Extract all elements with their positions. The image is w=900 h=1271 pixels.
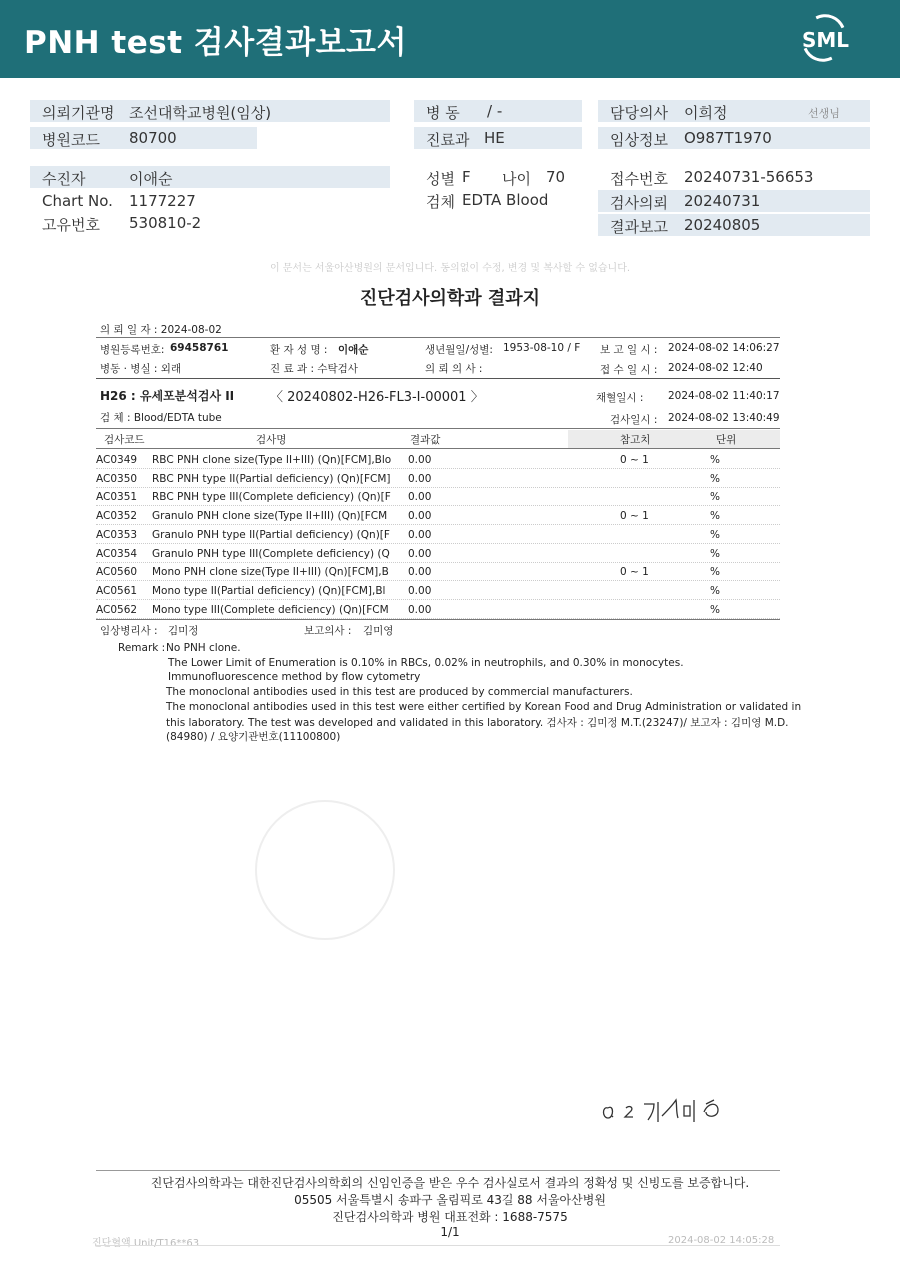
unique-no-field xyxy=(30,212,390,234)
ward-value: / - xyxy=(487,102,503,120)
unit-cell: % xyxy=(710,472,720,485)
patient-value: 이애순 xyxy=(129,170,173,188)
remark-line: (84980) / 요양기관번호(11100800) xyxy=(166,731,341,743)
remark-line: The monoclonal antibodies used in this test were either certified by Korean Food and Drug Administration or validated in xyxy=(166,701,802,713)
unit-cell: % xyxy=(710,528,720,541)
dob-value: 1953-08-10 / F xyxy=(503,342,581,354)
hospital-code-label: 병원코드 xyxy=(42,131,100,149)
requester-label: 의 뢰 의 사 : xyxy=(425,363,483,375)
table-row xyxy=(96,488,780,506)
hospital-code-value: 80700 xyxy=(129,129,177,147)
remark-line: The Lower Limit of Enumeration is 0.10% in RBCs, 0.02% in neutrophils, and 0.30% in monocytes. xyxy=(168,657,684,669)
patient-label: 수진자 xyxy=(42,170,86,188)
footer-timestamp: 2024-08-02 14:05:28 xyxy=(668,1235,775,1246)
age-label: 나이 xyxy=(502,170,531,188)
table-row xyxy=(96,563,780,581)
table-row xyxy=(96,526,780,544)
test-code-cell: AC0354 xyxy=(96,547,138,560)
collect-time-value: 2024-08-02 11:40:17 xyxy=(668,390,780,402)
header-ref: 참고치 xyxy=(620,434,651,446)
reference-header-bg xyxy=(568,430,780,448)
report-time-label: 보 고 일 시 : xyxy=(600,344,658,356)
unit-cell: % xyxy=(710,547,720,560)
receipt-time-value: 2024-08-02 12:40 xyxy=(668,362,763,374)
result-cell: 0.00 xyxy=(408,472,432,485)
header-result: 결과값 xyxy=(410,434,441,446)
test-id: 〈 20240802-H26-FL3-I-00001 〉 xyxy=(270,390,484,405)
table-row xyxy=(96,451,780,469)
table-row xyxy=(96,507,780,525)
remark-line: this laboratory. The test was developed and validated in this laboratory. 검사자 : 김미정 M.T.(23247)/ 보고자 : 김미영 M.D. xyxy=(166,717,789,729)
footer-unit-code: 진단혈액 Unit/T16**63 xyxy=(92,1238,200,1249)
remark-line: No PNH clone. xyxy=(166,642,241,654)
logo-text: SML xyxy=(802,28,850,52)
test-time-label: 검사일시 : xyxy=(610,414,658,426)
handwritten-signature xyxy=(600,1090,740,1130)
test-code-cell: AC0353 xyxy=(96,528,138,541)
test-code-cell: AC0350 xyxy=(96,472,138,485)
test-code-cell: AC0560 xyxy=(96,566,138,579)
reporter-name: 김미영 xyxy=(363,625,394,637)
chart-no-value: 1177227 xyxy=(129,192,196,210)
result-cell: 0.00 xyxy=(408,547,432,560)
test-name: H26 : 유세포분석검사 II xyxy=(100,389,235,403)
specimen-field xyxy=(414,189,594,211)
divider xyxy=(96,337,780,338)
remark-label: Remark : xyxy=(118,642,166,654)
test-code-cell: AC0352 xyxy=(96,510,138,523)
test-name-cell: Granulo PNH clone size(Type II+III) (Qn)[FCM xyxy=(152,510,388,523)
chart-no-field xyxy=(30,190,390,212)
request-date-value: 20240731 xyxy=(684,192,761,210)
doctor-suffix: 선생님 xyxy=(808,107,840,120)
reference-cell: 0 ~ 1 xyxy=(620,454,649,466)
table-row xyxy=(96,582,780,600)
table-row xyxy=(96,601,780,619)
divider xyxy=(96,619,780,620)
table-row xyxy=(96,470,780,488)
specimen-line: 검 체 : Blood/EDTA tube xyxy=(100,412,222,424)
test-code-cell: AC0562 xyxy=(96,603,138,616)
result-cell: 0.00 xyxy=(408,528,432,541)
header-name: 검사명 xyxy=(256,434,287,446)
footer-bottom-divider xyxy=(96,1245,780,1246)
document-title: 진단검사의학과 결과지 xyxy=(359,288,541,309)
test-code-cell: AC0349 xyxy=(96,454,138,466)
patient-name-label: 환 자 성 명 : xyxy=(270,344,328,356)
report-date-label: 결과보고 xyxy=(610,218,668,236)
clinical-info-field xyxy=(598,127,870,149)
dept-field xyxy=(414,127,582,149)
test-code-cell: AC0351 xyxy=(96,491,138,504)
unit-cell: % xyxy=(710,566,720,579)
footer-page-number: 1/1 xyxy=(440,1225,460,1239)
footer-address: 05505 서울특별시 송파구 올림픽로 43길 88 서울아산병원 xyxy=(294,1193,606,1207)
pathologist-name: 김미정 xyxy=(168,625,199,637)
ward-label: 병 동 xyxy=(426,104,460,122)
reference-cell: 0 ~ 1 xyxy=(620,510,649,523)
hospital-field xyxy=(30,100,390,122)
sex-age-field xyxy=(414,166,594,188)
clinical-info-label: 임상정보 xyxy=(610,131,668,149)
unit-cell: % xyxy=(710,491,720,504)
hospital-value: 조선대학교병원(임상) xyxy=(129,104,272,122)
result-cell: 0.00 xyxy=(408,510,432,523)
test-time-value: 2024-08-02 13:40:49 xyxy=(668,412,780,424)
hospital-label: 의뢰기관명 xyxy=(42,104,115,122)
receipt-no-label: 접수번호 xyxy=(610,170,668,188)
doctor-field xyxy=(598,100,870,122)
test-name-cell: Mono PNH clone size(Type II+III) (Qn)[FCM],B xyxy=(152,566,389,579)
test-name-cell: Mono type III(Complete deficiency) (Qn)[FCM xyxy=(152,603,389,616)
unique-no-label: 고유번호 xyxy=(42,216,100,234)
sml-logo xyxy=(796,12,854,66)
dept-label: 진료과 xyxy=(426,131,470,149)
report-date-field xyxy=(598,214,870,236)
table-row xyxy=(96,545,780,563)
divider xyxy=(96,378,780,379)
specimen-value: EDTA Blood xyxy=(462,191,549,209)
department: 진 료 과 : 수탁검사 xyxy=(270,363,358,375)
reference-cell: 0 ~ 1 xyxy=(620,566,649,579)
result-cell: 0.00 xyxy=(408,603,432,616)
footer-contact: 진단검사의학과 병원 대표전화 : 1688-7575 xyxy=(332,1210,568,1224)
copy-notice: 이 문서는 서울아산병원의 문서입니다. 동의없이 수정, 변경 및 복사할 수 없습니다. xyxy=(269,263,631,274)
result-cell: 0.00 xyxy=(408,491,432,504)
hospital-seal-watermark-icon xyxy=(255,800,395,940)
test-code-cell: AC0561 xyxy=(96,584,138,597)
ward-field xyxy=(414,100,582,122)
sex-value: F xyxy=(462,168,471,186)
header-code: 검사코드 xyxy=(104,434,145,446)
specimen-label: 검체 xyxy=(426,193,455,211)
test-name-cell: Granulo PNH type III(Complete deficiency) (Q xyxy=(152,547,390,560)
request-date-label: 검사의뢰 xyxy=(610,194,668,212)
patient-name-value: 이애순 xyxy=(338,344,369,356)
patient-field xyxy=(30,166,390,188)
clinical-info-value: O987T1970 xyxy=(684,129,772,147)
report-date-value: 20240805 xyxy=(684,216,761,234)
ward-room: 병동 · 병실 : 외래 xyxy=(100,363,182,375)
test-name-cell: RBC PNH type II(Partial deficiency) (Qn)[FCM] xyxy=(152,472,391,485)
dept-value: HE xyxy=(484,129,505,147)
reg-no-label: 병원등록번호: xyxy=(100,344,165,356)
collect-time-label: 채혈일시 : xyxy=(596,392,644,404)
report-time-value: 2024-08-02 14:06:27 xyxy=(668,342,780,354)
footer-divider xyxy=(96,1170,780,1171)
receipt-no-field xyxy=(598,166,870,188)
unit-cell: % xyxy=(710,584,720,597)
result-cell: 0.00 xyxy=(408,566,432,579)
request-day: 의 뢰 일 자 : 2024-08-02 xyxy=(100,324,222,336)
divider xyxy=(96,448,780,449)
doctor-value: 이희정 xyxy=(684,104,728,122)
dob-label: 생년월일/성별: xyxy=(425,344,493,356)
remark-line: Immunofluorescence method by flow cytometry xyxy=(168,671,421,683)
sex-label: 성별 xyxy=(426,170,455,188)
chart-no-label: Chart No. xyxy=(42,192,113,210)
hospital-code-field xyxy=(30,127,257,149)
test-name-cell: Granulo PNH type II(Partial deficiency) (Qn)[F xyxy=(152,528,390,541)
unit-cell: % xyxy=(710,510,720,523)
report-header xyxy=(0,0,900,78)
divider xyxy=(96,428,780,429)
request-date-field xyxy=(598,190,870,212)
doctor-label: 담당의사 xyxy=(610,104,668,122)
result-cell: 0.00 xyxy=(408,454,432,466)
report-title: PNH test 검사결과보고서 xyxy=(24,25,407,61)
reg-no-value: 69458761 xyxy=(170,342,229,354)
receipt-no-value: 20240731-56653 xyxy=(684,168,814,186)
result-cell: 0.00 xyxy=(408,584,432,597)
pathologist-label: 임상병리사 : xyxy=(100,625,158,637)
test-name-cell: RBC PNH type III(Complete deficiency) (Qn)[F xyxy=(152,491,391,504)
age-value: 70 xyxy=(546,168,566,186)
test-name-cell: Mono type II(Partial deficiency) (Qn)[FCM],Bl xyxy=(152,584,386,597)
unit-cell: % xyxy=(710,603,720,616)
test-name-cell: RBC PNH clone size(Type II+III) (Qn)[FCM],Blo xyxy=(152,454,392,466)
reporter-label: 보고의사 : xyxy=(304,625,352,637)
unique-no-value: 530810-2 xyxy=(129,214,202,232)
unit-cell: % xyxy=(710,454,720,466)
footer-certification: 진단검사의학과는 대한진단검사의학회의 신임인증을 받은 우수 검사실로서 결과의 정확성 및 신빙도를 보증합니다. xyxy=(150,1176,750,1190)
header-unit: 단위 xyxy=(716,434,737,446)
remark-line: The monoclonal antibodies used in this test are produced by commercial manufacturers. xyxy=(166,686,633,698)
receipt-time-label: 접 수 일 시 : xyxy=(600,364,658,376)
